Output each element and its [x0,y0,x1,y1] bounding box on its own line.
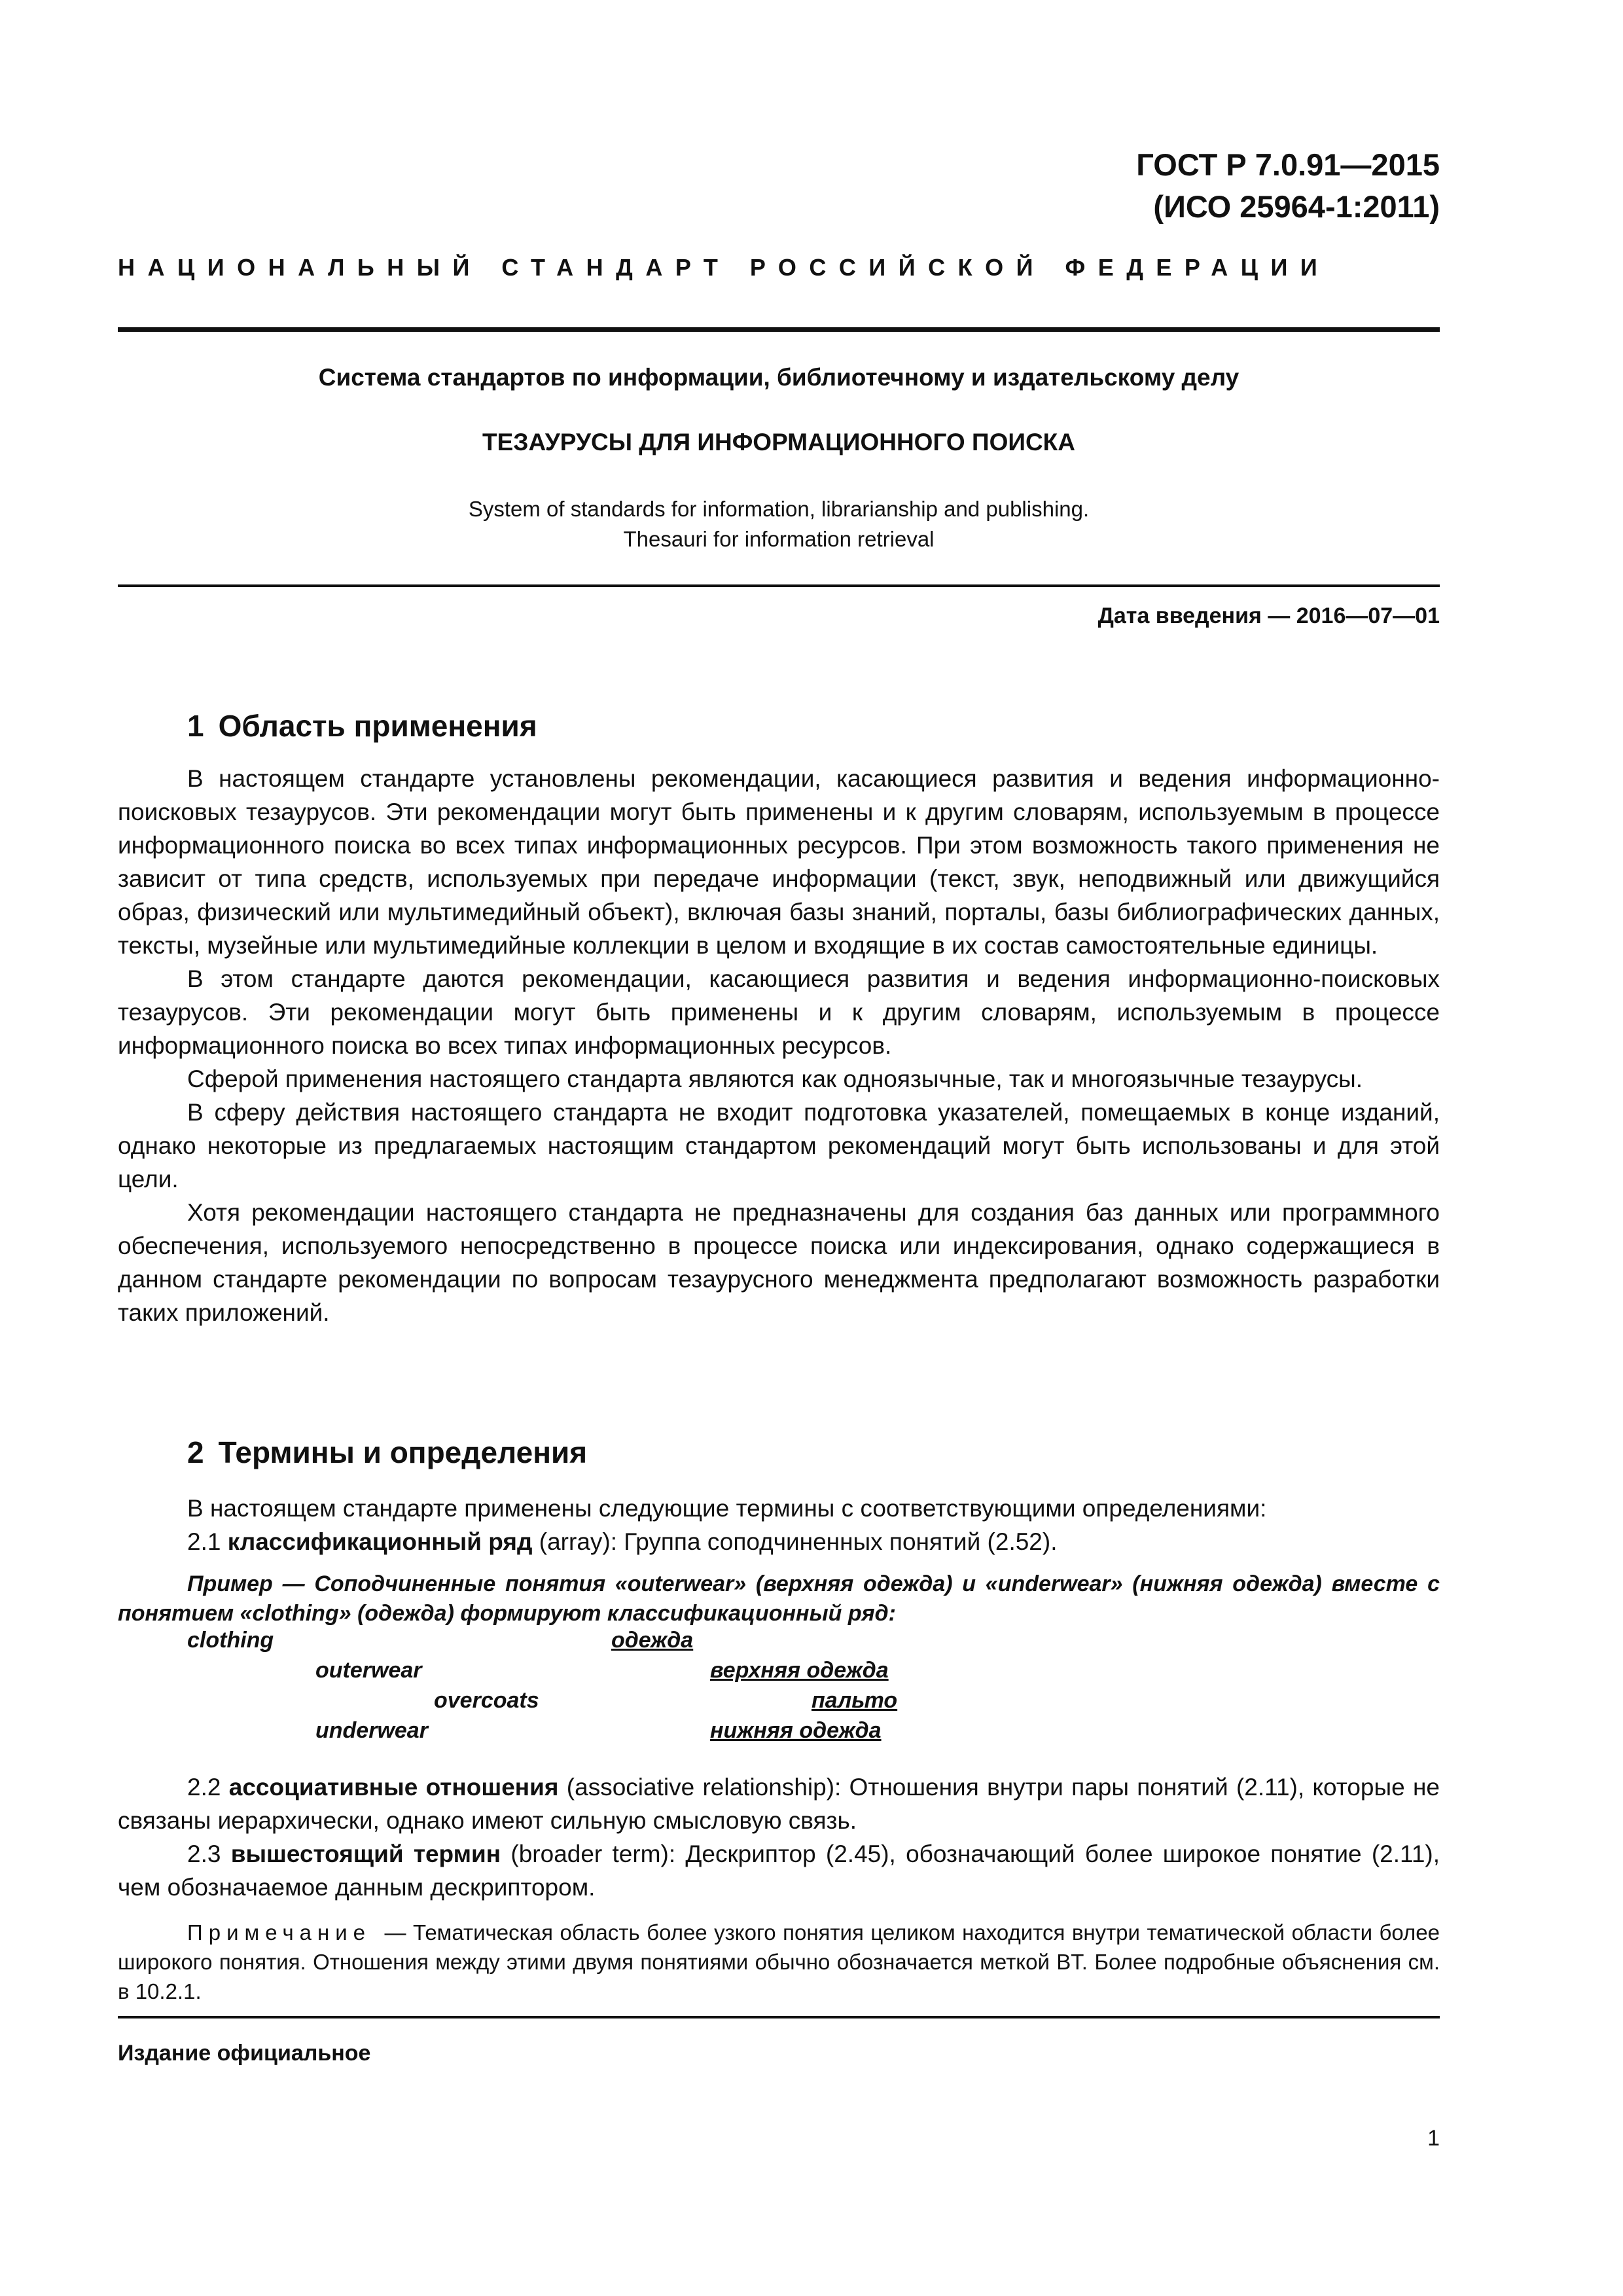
example-term-ru: нижняя одежда [710,1718,882,1743]
note-label: Примечание [187,1920,372,1945]
paragraph: В настоящем стандарте установлены рекомендации, касающиеся развития и ведения информационно-поисковых тезаурусов. Эти рекомендации могут быть применены и к другим словарям, используемым в процессе информационного поиска во всех типах информационных ресурсов. При этом возможность такого применения не зависит от типа средств, используемых при передаче информации (текст, звук, неподвижный или движущийся образ, физический или мультимедийный объект), включая базы знаний, порталы, базы библиографических данных, тексты, музейные или мультимедийные коллекции в целом и входящие в их состав самостоятельные единицы. [118,765,1440,959]
standard-designation [1136,144,1440,228]
document-title: ТЕЗАУРУСЫ ДЛЯ ИНФОРМАЦИОННОГО ПОИСКА [482,429,1075,456]
example-term-ru: пальто [812,1688,898,1713]
page-number: 1 [1427,2126,1440,2151]
term-definition [118,1837,1440,1904]
national-standard-banner: НАЦИОНАЛЬНЫЙ СТАНДАРТ РОССИЙСКОЙ ФЕДЕРАЦИИ [118,254,1330,281]
term-name: классификационный ряд [227,1528,533,1555]
example-term-en: underwear [315,1718,428,1743]
example-text: Пример — Соподчиненные понятия «outerwear» (верхняя одежда) и «underwear» (нижняя одежда) вместе с понятием «clothing» (одежда) формируют классификационный ряд: [118,1571,1440,1626]
official-edition-label: Издание официальное [118,2041,371,2066]
section-1-body [118,762,1440,1329]
paragraph: Сферой применения настоящего стандарта являются как одноязычные, так и многоязычные тезаурусы. [187,1066,1363,1092]
example-term-en: outerwear [315,1658,422,1683]
paragraph: В настоящем стандарте применены следующие термины с соответствующими определениями: [187,1495,1267,1522]
iso-number: (ИСО 25964-1:2011) [1153,189,1440,224]
top-divider [118,327,1440,332]
note-paragraph [118,1918,1440,2006]
title-divider [118,584,1440,587]
paragraph: В этом стандарте даются рекомендации, касающиеся развития и ведения информационно-поисковых тезаурусов. Эти рекомендации могут быть применены и к другим словарям, используемым в процессе информационного поиска во всех типах информационных ресурсов. [118,965,1440,1059]
example-term-en: overcoats [434,1688,539,1713]
footer-divider [118,2016,1440,2018]
term-text: (broader term): Дескриптор (2.45), обозначающий более широкое понятие (2.11), чем обозначаемое данным дескриптором. [118,1840,1440,1901]
note-block [118,1918,1440,2006]
english-title [118,494,1440,554]
section-number: 2 [187,1435,204,1469]
term-name: вышестоящий термин [230,1840,501,1867]
term-number: 2.1 [187,1528,221,1555]
section-heading [187,1435,587,1470]
introduction-date: Дата введения — 2016—07—01 [1097,603,1440,628]
note-text: — Тематическая область более узкого понятия целиком находится внутри тематической области более широкого понятия. Отношения между этими двумя понятиями обычно обозначается меткой BT. Более подробные объяснения см. в 10.2.1. [118,1920,1440,2003]
section-title: Термины и определения [218,1435,588,1469]
term-number: 2.3 [187,1840,221,1867]
english-title-line: Thesauri for information retrieval [623,527,935,551]
section-2-terms [118,1770,1440,1904]
section-heading [187,708,537,744]
section-2-intro [118,1492,1440,1558]
example-term-ru: одежда [611,1628,694,1653]
example-term-en: clothing [187,1628,274,1653]
term-text: (array): Группа соподчиненных понятий (2.52). [532,1528,1058,1555]
term-definition [118,1525,1440,1558]
term-text: (associative relationship): Отношения внутри пары понятий (2.11), которые не связаны иерархически, однако имеют сильную смысловую связь. [118,1774,1440,1834]
series-title: Система стандартов по информации, библиотечному и издательскому делу [318,364,1240,391]
section-number: 1 [187,709,204,743]
term-definition [118,1770,1440,1837]
term-number: 2.2 [187,1774,221,1801]
section-title: Область применения [218,709,537,743]
term-name: ассоциативные отношения [228,1774,559,1801]
standard-number: ГОСТ Р 7.0.91—2015 [1136,147,1440,182]
paragraph: Хотя рекомендации настоящего стандарта не предназначены для создания баз данных или программного обеспечения, используемого непосредственно в процессе поиска или индексирования, однако содержащиеся в данном стандарте рекомендации по вопросам тезаурусного менеджмента предполагают возможность разработки таких приложений. [118,1199,1440,1326]
example-term-ru: верхняя одежда [710,1658,889,1683]
paragraph: В сферу действия настоящего стандарта не входит подготовка указателей, помещаемых в конце изданий, однако некоторые из предлагаемых настоящим стандартом рекомендаций могут быть использованы и для этой цели. [118,1099,1440,1193]
english-title-line: System of standards for information, librarianship and publishing. [468,497,1090,521]
example-block [118,1570,1440,1628]
